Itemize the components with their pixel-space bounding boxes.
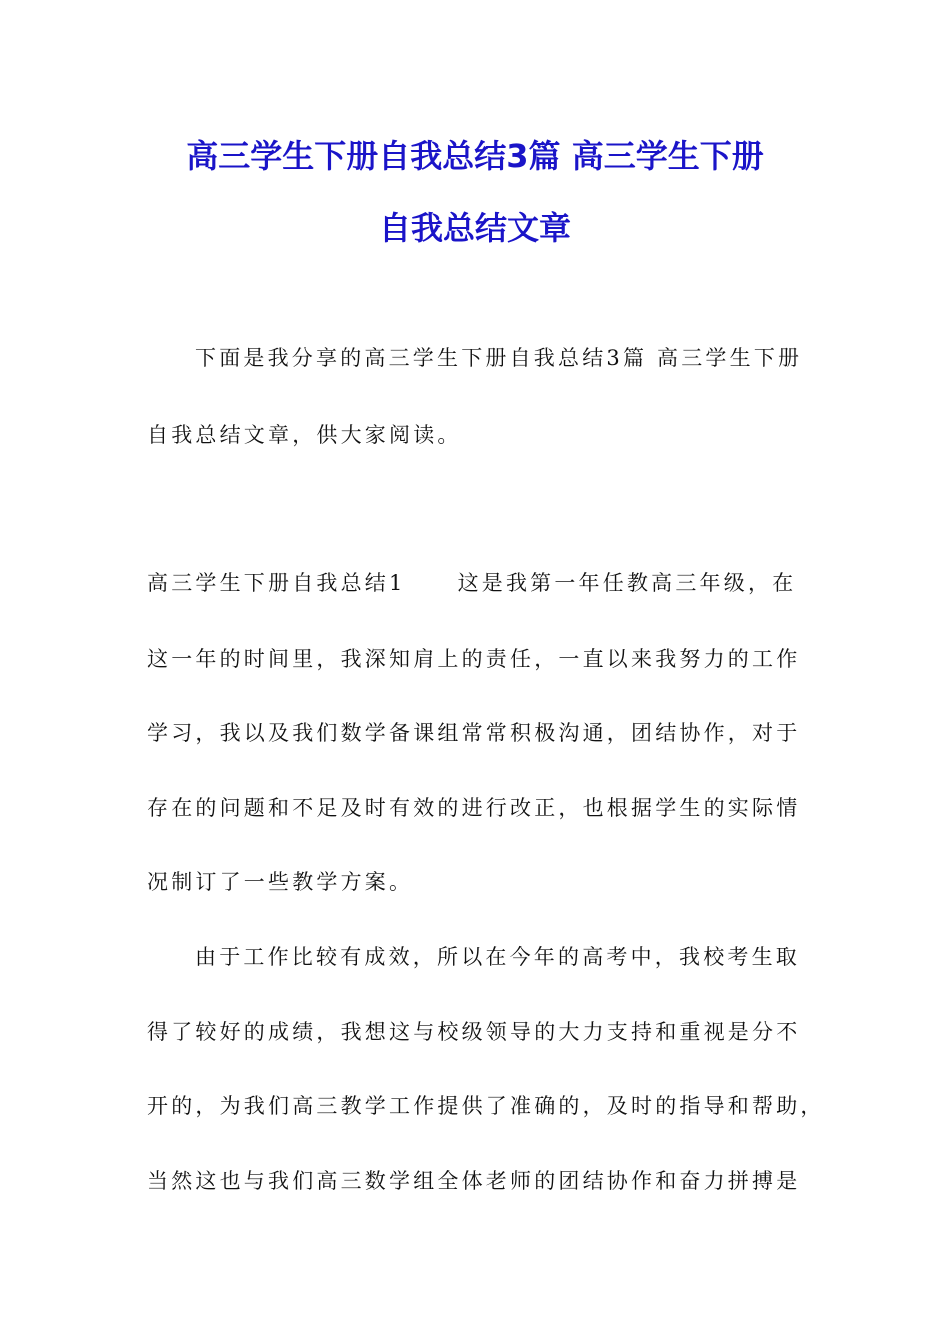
section-1-text-start: 这是我第一年任教高三年级，在 — [457, 571, 797, 595]
paragraph-2-line-4: 当然这也与我们高三数学组全体老师的团结协作和奋力拼搏是 — [147, 1169, 801, 1193]
section-1-line-2: 这一年的时间里，我深知肩上的责任，一直以来我努力的工作 — [147, 647, 801, 671]
intro-line-1: 下面是我分享的高三学生下册自我总结3篇 高三学生下册 — [195, 346, 803, 370]
paragraph-2-line-2: 得了较好的成绩，我想这与校级领导的大力支持和重视是分不 — [147, 1020, 801, 1044]
section-1-first-line — [147, 568, 827, 598]
paragraph-2-line-3: 开的，为我们高三教学工作提供了准确的，及时的指导和帮助， — [147, 1094, 825, 1118]
paragraph-2-line-1: 由于工作比较有成效，所以在今年的高考中，我校考生取 — [195, 945, 800, 969]
intro-line-2: 自我总结文章，供大家阅读。 — [147, 423, 462, 447]
section-1-line-5: 况制订了一些教学方案。 — [147, 870, 414, 894]
section-1-line-4: 存在的问题和不足及时有效的进行改正，也根据学生的实际情 — [147, 796, 801, 820]
document-title-line-1: 高三学生下册自我总结3篇 高三学生下册 — [186, 137, 764, 175]
section-1-line-3: 学习，我以及我们数学备课组常常积极沟通，团结协作，对于 — [147, 721, 801, 745]
section-1-heading: 高三学生下册自我总结1 — [147, 571, 406, 595]
document-title-line-2: 自我总结文章 — [378, 209, 571, 247]
